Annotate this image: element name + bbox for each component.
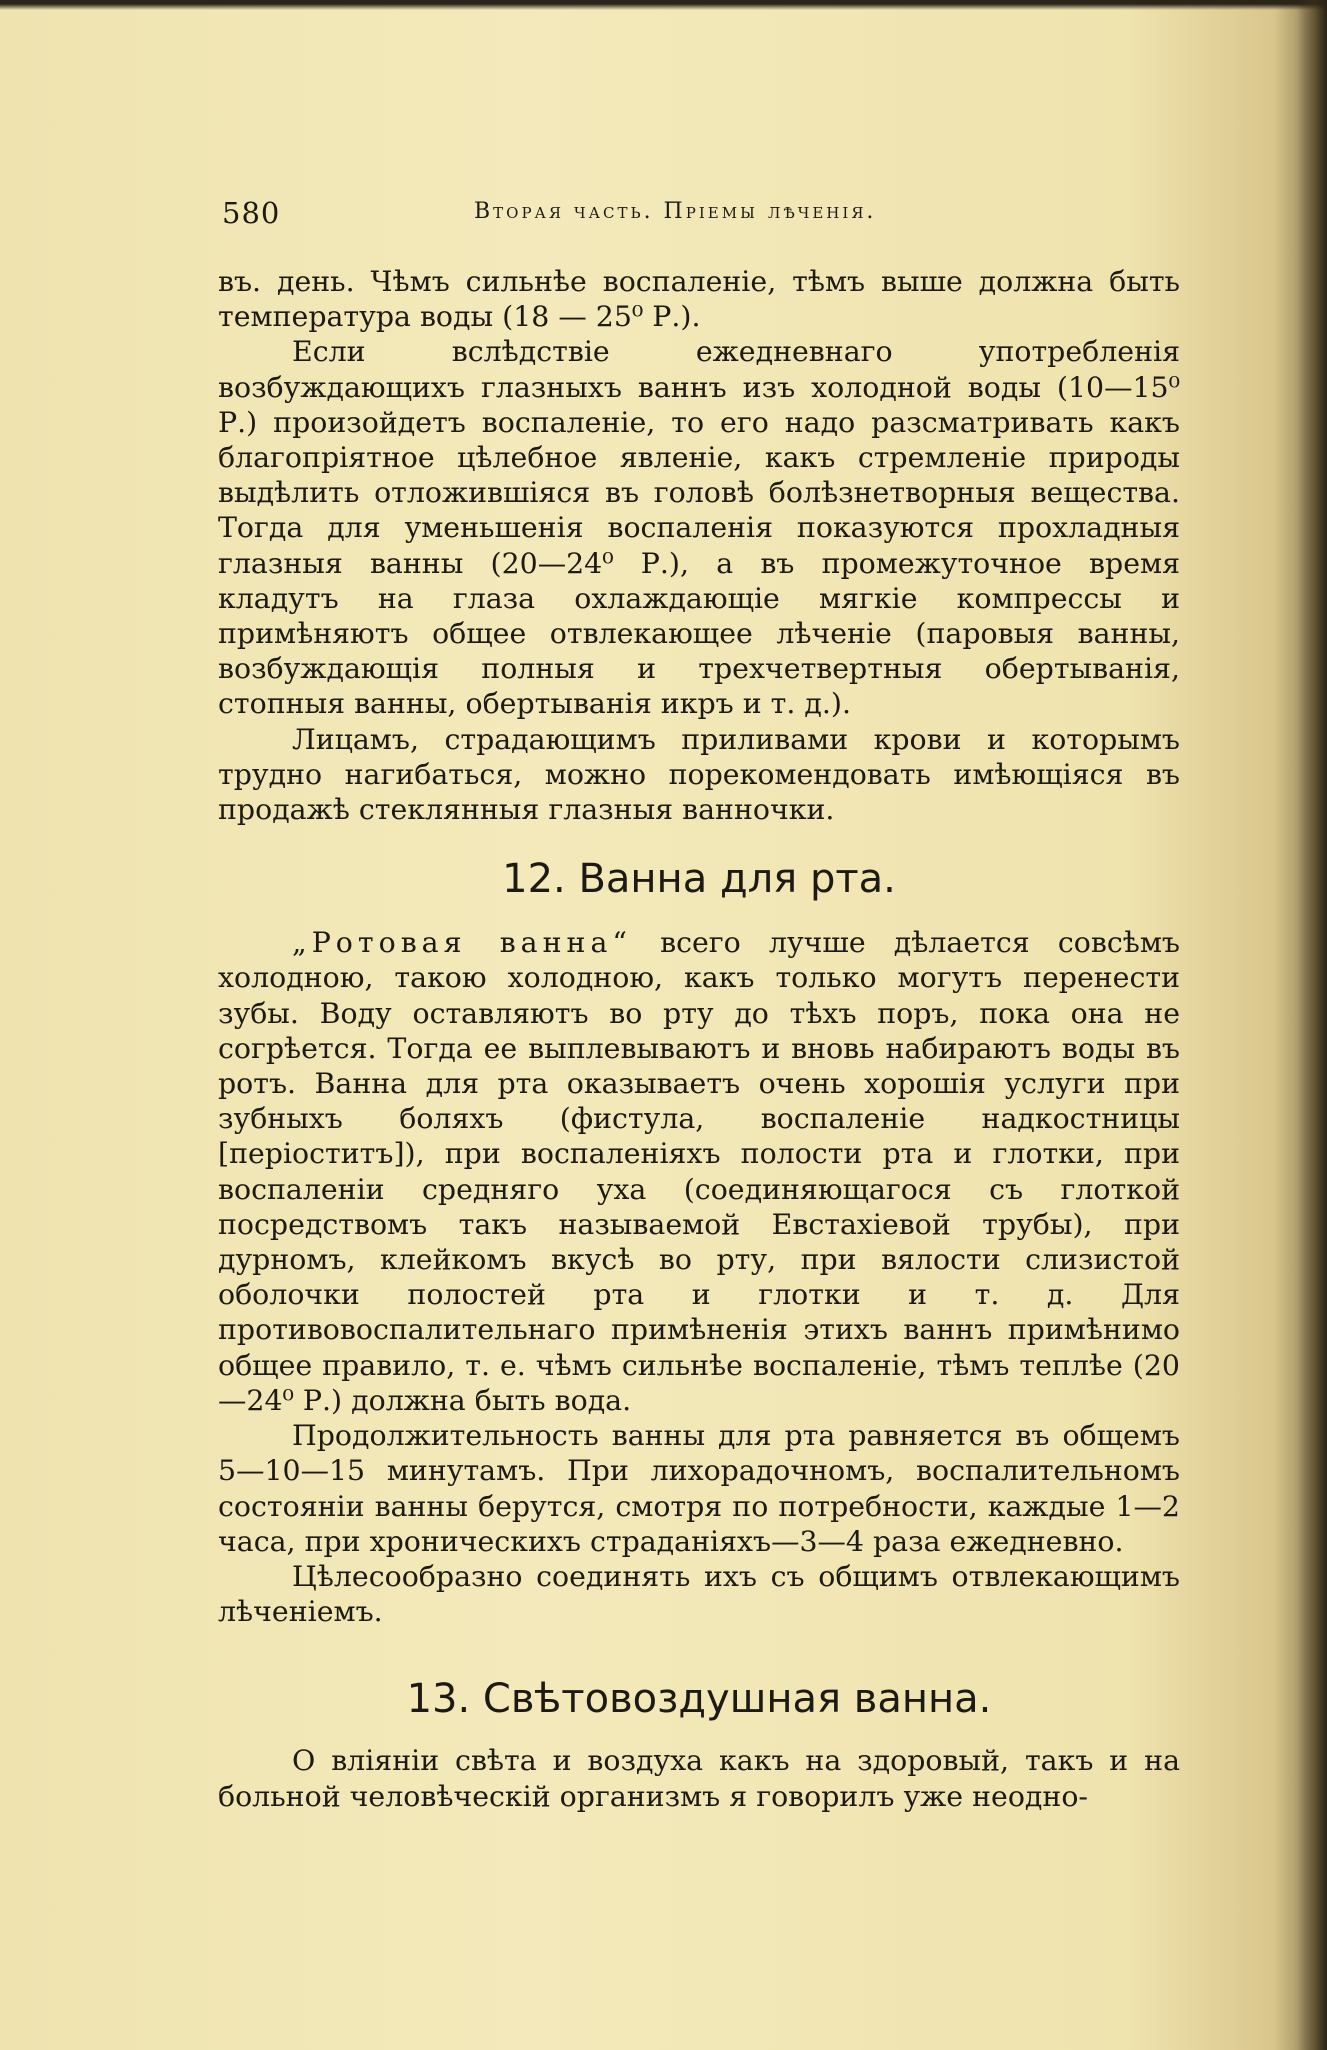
page-body (218, 264, 1180, 1814)
section-heading-mouth-bath: 12. Ванна для рта. (502, 856, 896, 903)
paragraph-mouth-bath-intro-text: всего лучше дѣлается совсѣмъ холодною, такою холодною, какъ только могутъ перенести зубы. Воду оставляютъ во рту до тѣхъ поръ, пока она не согрѣется. Тогда ее выплевываютъ и вновь набираютъ воды въ ротъ. Ванна для рта оказываетъ очень хорошія услуги при зубныхъ боляхъ (фистула, воспаленіе надкостницы [періоститъ]), при воспаленіяхъ полости рта и глотки, при воспаленіи средняго уха (соединяющагося съ глоткой посредствомъ такъ называемой Евстахіевой трубы), при дурномъ, клейкомъ вкусѣ во рту, при вялости слизистой оболочки полостей рта и глотки и т. д. Для противовоспалительнаго примѣненія этихъ ваннъ примѣнимо общее правило, т. е. чѣмъ сильнѣе воспаленіе, тѣмъ теплѣе (20—24⁰ Р.) должна быть вода. (218, 926, 1181, 1417)
paragraph-light-air-bath-intro: О вліяніи свѣта и воздуха какъ на здоровый, такъ и на больной человѣческій организмъ я говорилъ уже неодно- (218, 1744, 1180, 1813)
book-spine-shadow (1297, 0, 1327, 2050)
section-heading-light-air-bath: 13. Свѣтовоздушная ванна. (406, 1676, 992, 1723)
paragraph-mouth-bath-intro (218, 925, 1180, 1418)
page-number: 580 (222, 196, 281, 230)
paragraph-eye-bath-inflammation: Если вслѣдствіе ежедневнаго употребленія возбуждающихъ глазныхъ ваннъ изъ холодной воды (10—15⁰ Р.) произойдетъ воспаленіе, то его надо разсматривать какъ благопріятное цѣлебное явленіе, какъ стремленіе природы выдѣлить отложившіяся въ головѣ болѣзнетворныя вещества. Тогда для уменьшенія воспаленія показуются прохладныя глазныя ванны (20—24⁰ Р.), а въ промежуточное время кладутъ на глаза охлаждающіе мягкіе компрессы и примѣняютъ общее отвлекающее лѣченіе (паровыя ванны, возбуждающія полныя и трехчетвертныя обертыванія, стопныя ванны, обертыванія икръ и т. д.). (218, 335, 1180, 721)
paragraph-eye-bath-glasses: Лицамъ, страдающимъ приливами крови и которымъ трудно нагибаться, можно порекомендовать имѣющіяся въ продажѣ стеклянныя глазныя ванночки. (218, 722, 1180, 827)
paragraph-eye-bath-continued: въ. день. Чѣмъ сильнѣе воспаленіе, тѣмъ выше должна быть температура воды (18 — 25⁰ Р.). (218, 265, 1180, 334)
page-top-edge (0, 0, 1327, 10)
running-header (222, 196, 1202, 236)
term-mouth-bath: „Ротовая ванна“ (292, 926, 632, 960)
paragraph-mouth-bath-combination: Цѣлесообразно соединять ихъ съ общимъ отвлекающимъ лѣченіемъ. (218, 1559, 1180, 1629)
paragraph-mouth-bath-duration: Продолжительность ванны для рта равняется въ общемъ 5—10—15 минутамъ. При лихорадочномъ, воспалительномъ состояніи ванны берутся, смотря по потребности, каждые 1—2 часа, при хроническихъ страданіяхъ—3—4 раза ежедневно. (218, 1419, 1180, 1558)
running-title: Вторая часть. Пріемы лѣченія. (474, 199, 877, 224)
